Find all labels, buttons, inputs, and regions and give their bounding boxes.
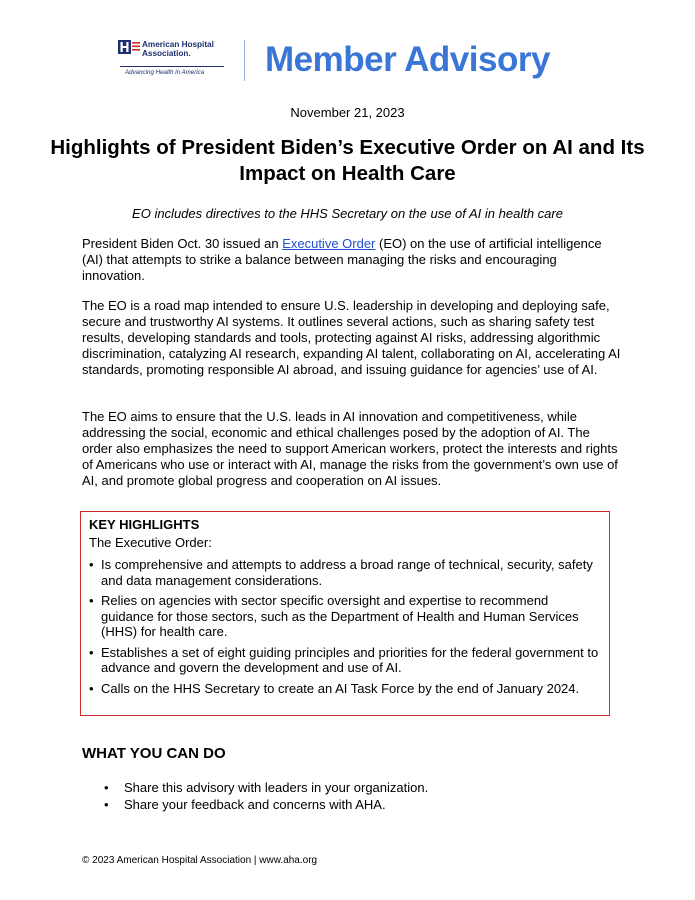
key-highlights-intro: The Executive Order: — [89, 535, 212, 550]
bullet-icon: • — [89, 680, 94, 696]
advisory-title: Member Advisory — [265, 40, 550, 79]
bullet-icon: • — [89, 593, 94, 608]
page-subtitle: EO includes directives to the HHS Secretary on the use of AI in health care — [132, 206, 563, 221]
key-highlights-list — [89, 557, 599, 701]
bullet-icon: • — [89, 644, 94, 660]
action-item — [104, 779, 428, 796]
intro-text-before-link: President Biden Oct. 30 issued an — [82, 236, 283, 251]
bullet-icon: • — [89, 557, 94, 572]
logo-tagline: Advancing Health in America — [125, 69, 205, 76]
key-highlight-text: Is comprehensive and attempts to address a broad range of technical, security, safety and data management considerations. — [101, 557, 593, 588]
key-highlight-item — [89, 645, 599, 676]
page-title: Highlights of President Biden’s Executive Order on AI and Its Impact on Health Care — [50, 136, 645, 185]
intro-text-after-link: (EO) on the use of artificial intelligence (AI) that attempts to strike a balance between managing the risks and encouraging innovation. — [82, 236, 602, 283]
key-highlights-heading: KEY HIGHLIGHTS — [89, 517, 200, 532]
action-item-text: Share your feedback and concerns with AHA. — [124, 797, 386, 812]
page-header — [0, 0, 695, 90]
executive-order-link[interactable]: Executive Order — [282, 236, 376, 251]
key-highlight-item — [89, 557, 599, 588]
key-highlight-text: Establishes a set of eight guiding principles and priorities for the federal government to advance and govern the development and use of AI. — [101, 644, 599, 675]
header-divider — [244, 40, 245, 81]
page-footer: © 2023 American Hospital Association | www.aha.org — [82, 855, 318, 866]
roadmap-paragraph: The EO is a road map intended to ensure U.S. leadership in developing and deploying safe, secure and trustworthy AI systems. It outlines several actions, such as sharing safety test results, developing standards and tools, protecting against AI risks, addressing algorithmic discrimination, catalyzing AI research, expanding AI talent, collaborating on AI, accelerating AI standards, promoting responsible AI abroad, and issuing guidance for agencies’ use of AI. — [82, 298, 621, 377]
bullet-icon: • — [104, 797, 109, 812]
logo-divider — [120, 66, 224, 67]
key-highlight-item — [89, 593, 599, 640]
what-you-can-do-heading: WHAT YOU CAN DO — [82, 745, 226, 762]
bullet-icon: • — [104, 780, 109, 795]
intro-paragraph — [82, 236, 622, 284]
key-highlight-text: Calls on the HHS Secretary to create an AI Task Force by the end of January 2024. — [101, 680, 580, 696]
action-item — [104, 796, 428, 813]
aha-h-cross-icon — [118, 40, 140, 58]
what-you-can-do-list — [104, 779, 428, 813]
logo-org-name: American Hospital Association. — [142, 40, 214, 58]
publication-date: November 21, 2023 — [290, 105, 405, 120]
key-highlights-box — [80, 511, 610, 716]
aha-logo[interactable] — [118, 38, 228, 82]
aims-paragraph: The EO aims to ensure that the U.S. leads in AI innovation and competitiveness, while addressing the social, economic and ethical challenges posed by the adoption of AI. The order also emphasizes the need to support American workers, protect the interests and rights of Americans who use or interact with AI, manage the risks from the government’s own use of AI, and promote global progress and cooperation on AI issues. — [82, 409, 618, 488]
key-highlight-item — [89, 681, 599, 697]
action-item-text: Share this advisory with leaders in your organization. — [124, 780, 429, 795]
key-highlight-text: Relies on agencies with sector specific oversight and expertise to recommend guidance for those sectors, such as the Department of Health and Human Services (HHS) for health care. — [101, 593, 579, 639]
